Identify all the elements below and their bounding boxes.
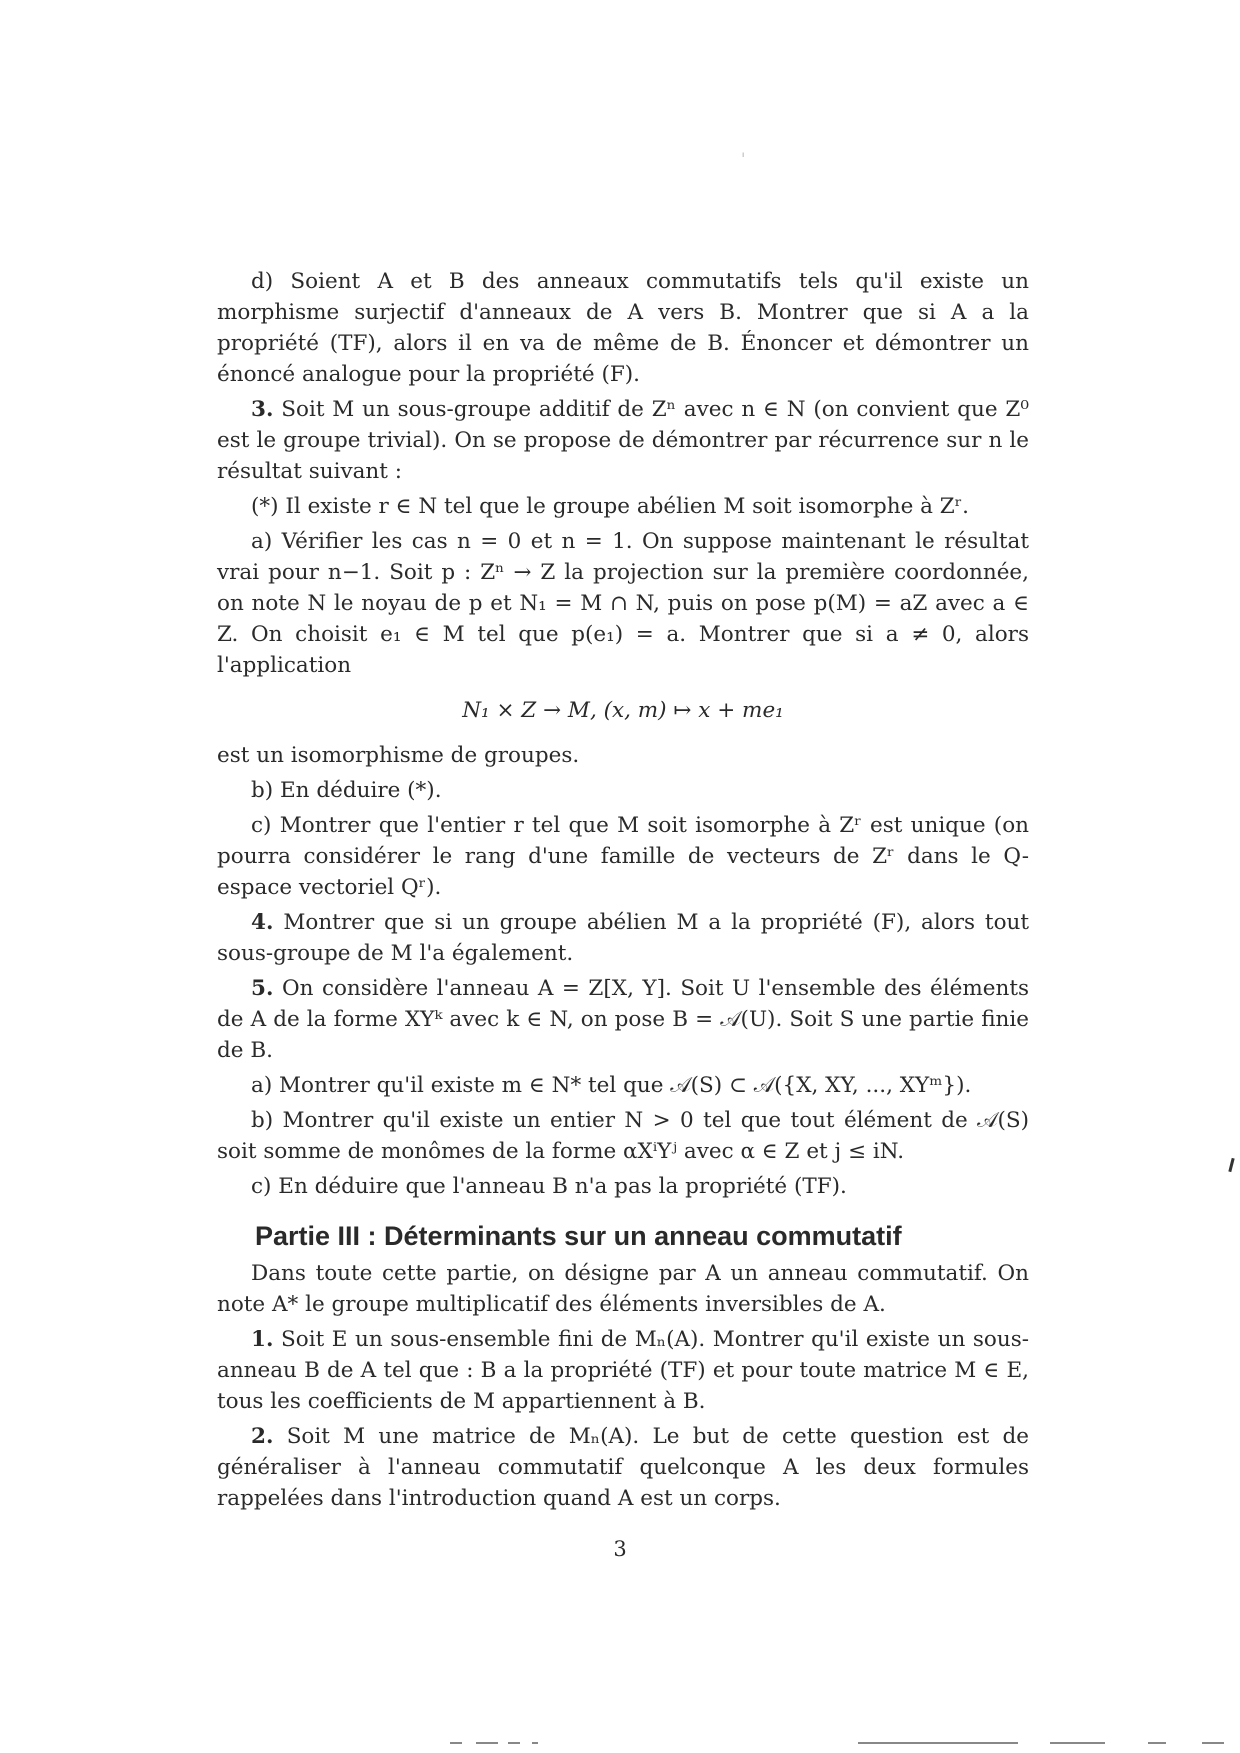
scan-edge-mark — [1228, 1158, 1234, 1172]
page-number: 3 — [613, 1537, 627, 1561]
question-5a: a) Montrer qu'il existe m ∈ N* tel que 𝒜(S) ⊂ 𝒜({X, XY, ..., XYᵐ}). — [251, 1073, 972, 1098]
question-4-text: Montrer que si un groupe abélien M a la propriété (F), alors tout sous-groupe de M l'a également. — [217, 910, 1029, 966]
question-5b: b) Montrer qu'il existe un entier N > 0 tel que tout élément de 𝒜(S) soit somme de monômes de la forme αXⁱYʲ avec α ∈ Z et j ≤ iN. — [217, 1108, 1029, 1164]
question-5-number: 5. — [251, 976, 274, 1001]
part-3-question-1 — [217, 1324, 1029, 1417]
part-3-heading: Partie III : Déterminants sur un anneau commutatif — [255, 1221, 902, 1251]
question-4 — [217, 907, 1029, 969]
scan-footer-marks — [0, 1742, 1240, 1744]
question-3a-end: est un isomorphisme de groupes. — [217, 743, 580, 768]
statement-star: (*) Il existe r ∈ N tel que le groupe abélien M soit isomorphe à Zʳ. — [251, 494, 970, 519]
question-3-text: Soit M un sous-groupe additif de Zⁿ avec n ∈ N (on convient que Z⁰ est le groupe trivial). On se propose de démontrer par récurrence sur n le résultat suivant : — [217, 397, 1029, 484]
part-3-intro: Dans toute cette partie, on désigne par A un anneau commutatif. On note A* le groupe multiplicatif des éléments inversibles de A. — [217, 1261, 1029, 1317]
page-body — [217, 266, 1029, 1518]
question-4-number: 4. — [251, 910, 274, 935]
question-5-text: On considère l'anneau A = Z[X, Y]. Soit U l'ensemble des éléments de A de la forme XYᵏ avec k ∈ N, on pose B = 𝒜(U). Soit S une partie finie de B. — [217, 976, 1029, 1063]
part-3-question-1-text: Soit E un sous-ensemble fini de Mₙ(A). Montrer qu'il existe un sous-anneau B de A tel que : B a la propriété (TF) et pour toute matrice M ∈ E, tous les coefficients de M appartiennent à B. — [217, 1327, 1029, 1414]
scan-speck: ı — [742, 150, 745, 159]
part-3-question-2-text: Soit M une matrice de Mₙ(A). Le but de cette question est de généraliser à l'anneau commutatif quelconque A les deux formules rappelées dans l'introduction quand A est un corps. — [217, 1424, 1029, 1511]
part-3-question-2 — [217, 1421, 1029, 1514]
question-3b: b) En déduire (*). — [251, 778, 442, 803]
question-3 — [217, 394, 1029, 487]
question-3c: c) Montrer que l'entier r tel que M soit isomorphe à Zʳ est unique (on pourra considérer le rang d'une famille de vecteurs de Zʳ dans le Q-espace vectoriel Qʳ). — [217, 813, 1029, 900]
question-2d: d) Soient A et B des anneaux commutatifs tels qu'il existe un morphisme surjectif d'anneaux de A vers B. Montrer que si A a la propriété (TF), alors il en va de même de B. Énoncer et démontrer un énoncé analogue pour la propriété (F). — [217, 269, 1029, 387]
part-3-question-2-number: 2. — [251, 1424, 274, 1449]
display-formula: N₁ × Z → M, (x, m) ↦ x + me₁ — [462, 698, 784, 723]
question-5c: c) En déduire que l'anneau B n'a pas la propriété (TF). — [251, 1174, 847, 1199]
question-3a: a) Vérifier les cas n = 0 et n = 1. On suppose maintenant le résultat vrai pour n−1. Soit p : Zⁿ → Z la projection sur la première coordonnée, on note N le noyau de p et N₁ = M ∩ N, puis on pose p(M) = aZ avec a ∈ Z. On choisit e₁ ∈ M tel que p(e₁) = a. Montrer que si a ≠ 0, alors l'application — [217, 529, 1029, 678]
question-5 — [217, 973, 1029, 1066]
part-3-question-1-number: 1. — [251, 1327, 274, 1352]
question-3-number: 3. — [251, 397, 274, 422]
